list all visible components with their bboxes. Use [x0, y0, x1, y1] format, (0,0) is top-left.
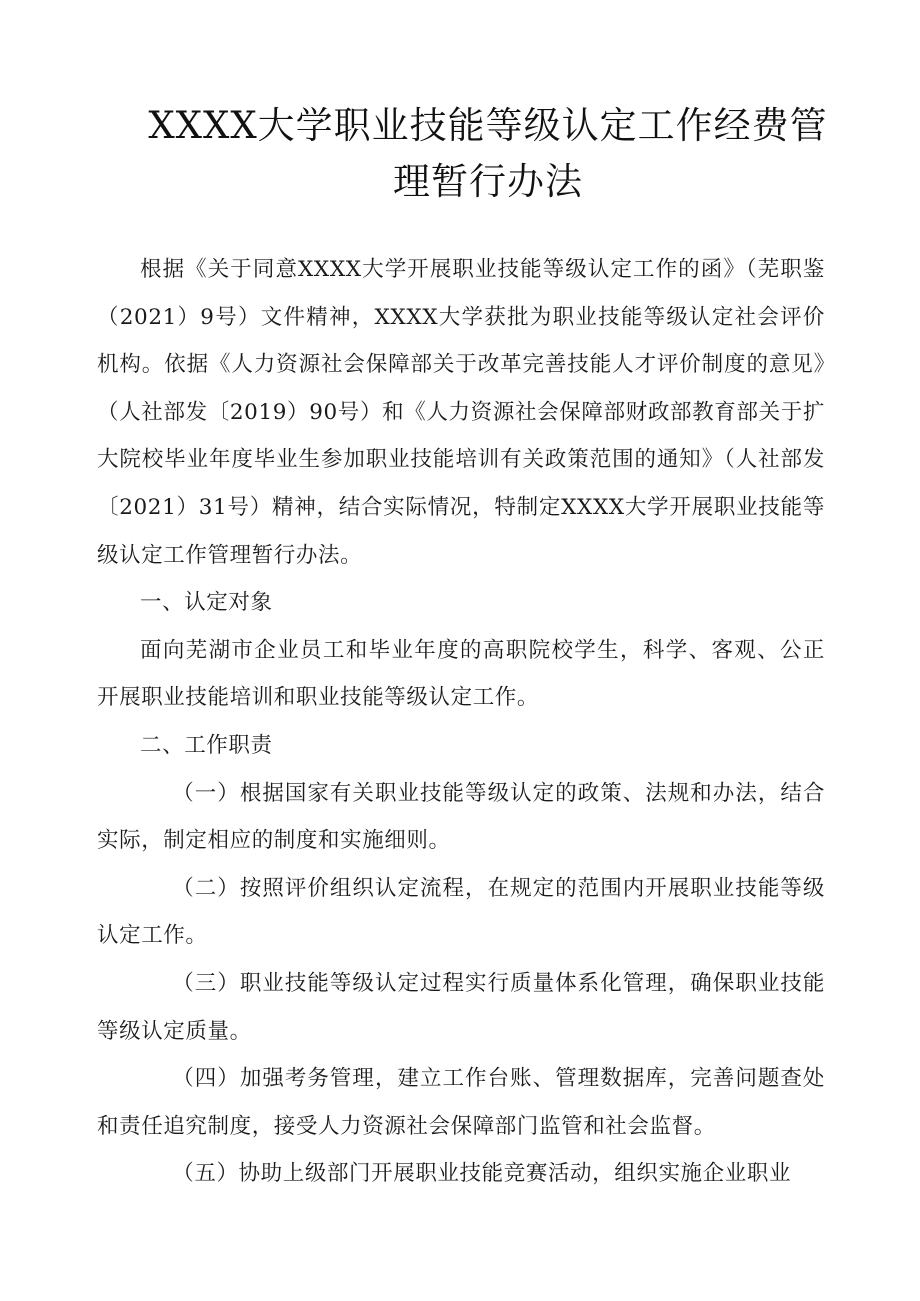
section-heading-2: 二、工作职责: [140, 732, 273, 758]
list-item-5: （五）协助上级部门开展职业技能竞赛活动，组织实施企业职业: [172, 1161, 792, 1187]
section-heading-1: 一、认定对象: [140, 590, 273, 616]
list-item-4: （四）加强考务管理，建立工作台账、管理数据库，完善问题查处和责任追究制度，接受人力资源社会保障部门监管和社会监督。: [97, 1066, 825, 1139]
document-body: [97, 246, 825, 1198]
paragraph-section-1: 面向芜湖市企业员工和毕业年度的高职院校学生，科学、客观、公正开展职业技能培训和职业技能等级认定工作。: [97, 637, 825, 711]
list-item-1: （一）根据国家有关职业技能等级认定的政策、法规和办法，结合实际，制定相应的制度和实施细则。: [97, 780, 825, 854]
list-item-2: （二）按照评价组织认定流程，在规定的范围内开展职业技能等级认定工作。: [97, 875, 825, 949]
paragraph-intro: 根据《关于同意XXXX大学开展职业技能等级认定工作的函》（芜职鉴（2021）9号）文件精神，XXXX大学获批为职业技能等级认定社会评价机构。依据《人力资源社会保障部关于改革完善技能人才评价制度的意见》（人社部发〔2019）90号）和《人力资源社会保障部财政部教育部关于扩大院校毕业年度毕业生参加职业技能培训有关政策范围的通知》（人社部发〔2021）31号）精神，结合实际情况，特制定XXXX大学开展职业技能等级认定工作管理暂行办法。: [97, 257, 825, 568]
list-item-3: （三）职业技能等级认定过程实行质量体系化管理，确保职业技能等级认定质量。: [97, 970, 825, 1044]
document-title: XXXX大学职业技能等级认定工作经费管理暂行办法: [148, 104, 828, 203]
